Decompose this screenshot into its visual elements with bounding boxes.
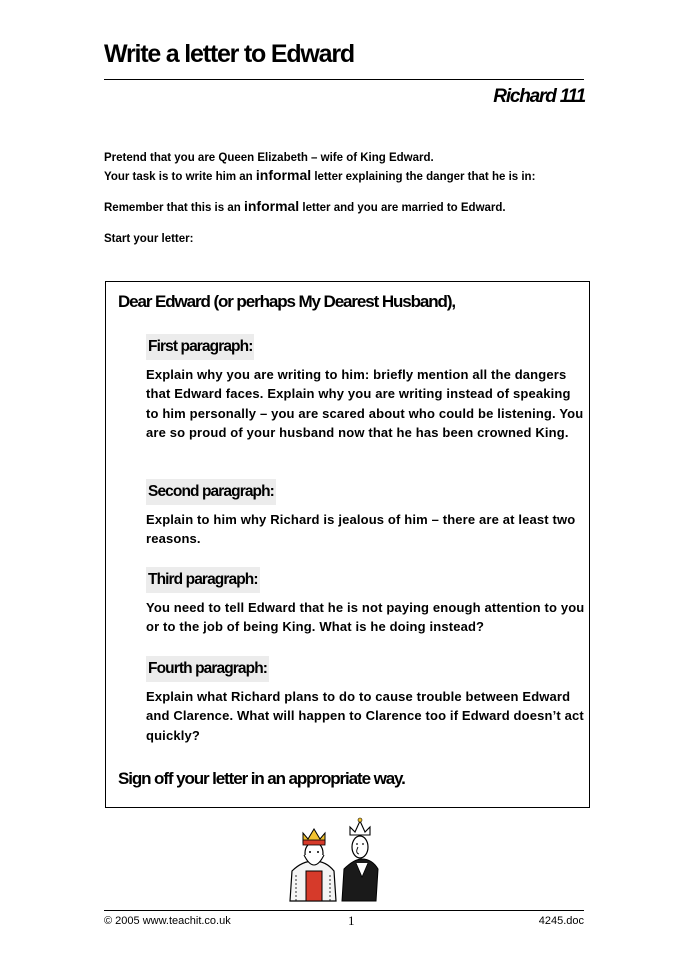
intro-line-2-start: Your task is to write him an: [104, 171, 256, 183]
intro-line-1: Pretend that you are Queen Elizabeth – wife of King Edward.: [104, 152, 434, 164]
intro-line-3-end: letter and you are married to Edward.: [299, 202, 506, 214]
title-rule: [104, 79, 584, 80]
footer-doc-id: 4245.doc: [538, 915, 584, 927]
intro-line-2-end: letter explaining the danger that he is in:: [311, 171, 536, 183]
paragraph-body-fourth: Explain what Richard plans to do to cause trouble between Edward and Clarence. What will happen to Clarence too if Edward doesn’t act quickly?: [146, 689, 584, 743]
intro-line-3-start: Remember that this is an: [104, 202, 244, 214]
intro-block-1: [104, 150, 535, 186]
letter-signoff: Sign off your letter in an appropriate way.: [118, 769, 405, 788]
footer-rule: [104, 910, 584, 911]
paragraph-heading-third: Third paragraph:: [146, 567, 260, 593]
footer-copyright: © 2005 www.teachit.co.uk: [104, 915, 231, 927]
king-and-richard-illustration: [262, 813, 422, 903]
king-figure: [290, 829, 336, 901]
paragraph-body-third: You need to tell Edward that he is not paying enough attention to you or to the job of being King. What is he doing instead?: [146, 600, 585, 635]
footer-page-number: 1: [348, 913, 355, 928]
letter-box: [105, 281, 590, 808]
intro-line-2: [104, 167, 535, 186]
intro-block-3: Start your letter:: [104, 233, 194, 245]
letter-greeting: Dear Edward (or perhaps My Dearest Husband),: [118, 292, 456, 311]
richard-figure: [342, 818, 378, 901]
page-title: Write a letter to Edward: [104, 40, 354, 68]
intro-block-2: [104, 198, 506, 217]
paragraph-heading-fourth: Fourth paragraph:: [146, 656, 269, 682]
paragraph-heading-second: Second paragraph:: [146, 479, 276, 505]
intro-line-3-emphasis: informal: [243, 198, 300, 214]
paragraph-body-second: Explain to him why Richard is jealous of him – there are at least two reasons.: [146, 512, 576, 547]
intro-line-2-emphasis: informal: [255, 167, 312, 183]
paragraph-body-first: Explain why you are writing to him: briefly mention all the dangers that Edward faces. Explain why you are writing instead of speaking to him personally – you are scared about who could be listening. You are so proud of your husband now that he has been crowned King.: [146, 367, 584, 441]
paragraph-heading-first: First paragraph:: [146, 334, 254, 360]
page-subtitle: Richard 111: [493, 86, 585, 107]
